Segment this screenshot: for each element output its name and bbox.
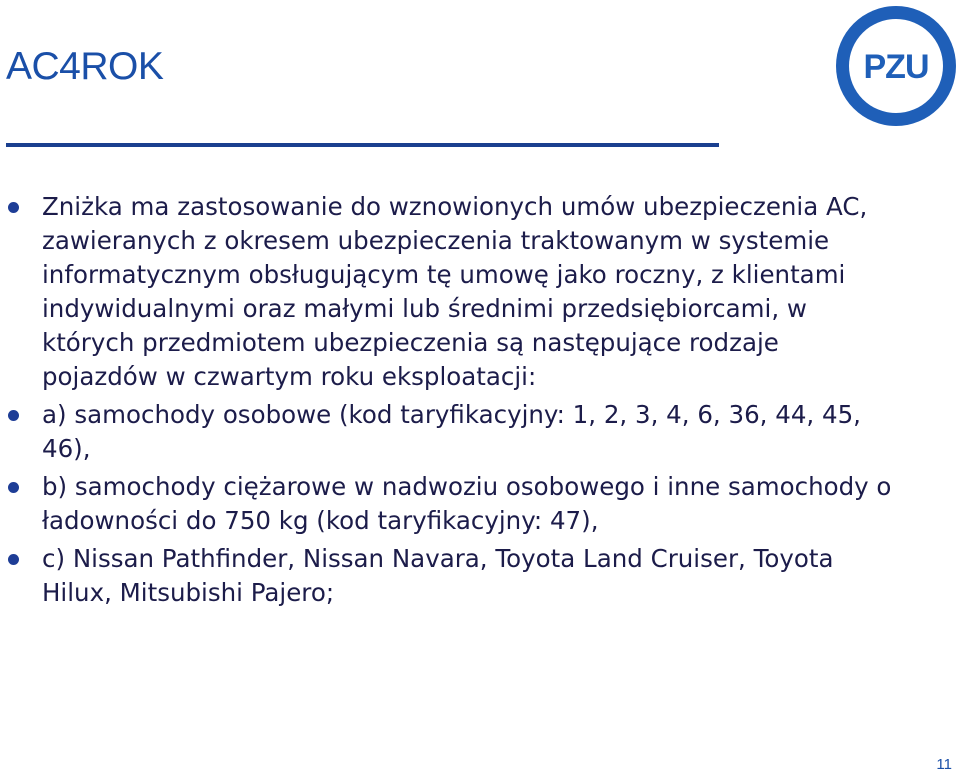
bullet-item: [0, 190, 900, 394]
bullet-item: [0, 470, 900, 538]
pzu-logo: [836, 6, 956, 126]
bullet-item: [0, 542, 900, 610]
bullet-text: a) samochody osobowe (kod taryfikacyjny: 1, 2, 3, 4, 6, 36, 44, 45, 46),: [42, 400, 861, 463]
page-number: 11: [936, 756, 952, 773]
slide-title: AC4ROK: [6, 45, 164, 88]
bullet-text: c) Nissan Pathfinder, Nissan Navara, Toyota Land Cruiser, Toyota Hilux, Mitsubishi Pajero;: [42, 544, 834, 607]
bullet-list: [0, 190, 900, 614]
logo-text: PZU: [863, 48, 929, 86]
bullet-text: b) samochody ciężarowe w nadwoziu osobowego i inne samochody o ładowności do 750 kg (kod taryfikacyjny: 47),: [42, 472, 892, 535]
bullet-dot-icon: [8, 554, 19, 565]
bullet-dot-icon: [8, 202, 19, 213]
bullet-dot-icon: [8, 410, 19, 421]
title-underline: [6, 143, 719, 147]
bullet-dot-icon: [8, 482, 19, 493]
bullet-text: Zniżka ma zastosowanie do wznowionych umów ubezpieczenia AC, zawieranych z okresem ubezpieczenia traktowanym w systemie informatycznym obsługującym tę umowę jako roczny, z klientami indywidualnymi oraz małymi lub średnimi przedsiębiorcami, w których przedmiotem ubezpieczenia są następujące rodzaje pojazdów w czwartym roku eksploatacji:: [42, 192, 868, 391]
bullet-item: [0, 398, 900, 466]
